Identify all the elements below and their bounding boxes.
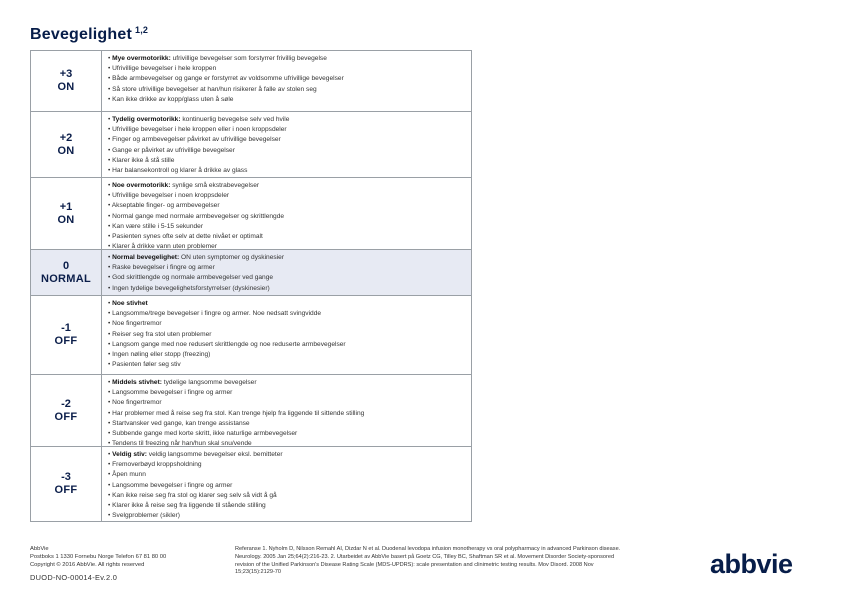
scale-level-cell [31,178,102,249]
bullet-heading: Mye overmotorikk: [112,55,171,62]
description-bullet: • Ufrivillige bevegelser i hele kroppen [108,65,217,73]
bullet-text: Så store ufrivillige bevegelser at han/hun risikerer å falle av stolen seg [112,85,317,93]
bullet-text: Akseptable finger- og armbevegelser [111,202,220,210]
scale-level-number: -3 [61,471,71,483]
scale-level-state: ON [57,213,75,226]
description-bullet: • Mye overmotorikk: ufrivillige bevegelser som forstyrrer frivillig bevegelse [108,55,327,62]
scale-row [31,178,471,250]
description-bullet: • Ingen tydelige bevegelighetsforstyrrelser (dyskinesier) [108,284,270,292]
description-bullet: • Ufrivillige bevegelser i noen kroppsdeler [108,192,230,200]
scale-row [31,296,471,375]
bullet-text: Subbende gange med korte skritt, ikke naturlige armbevegelser [112,430,298,438]
bullet-text: Svelgproblemer (sikler) [112,512,180,520]
bullet-heading: Normal bevegelighet: [112,254,180,261]
description-bullet: • Akseptable finger- og armbevegelser [108,202,220,210]
description-bullet: • Så store ufrivillige bevegelser at han/hun risikerer å falle av stolen seg [108,85,317,93]
page-title: Bevegelighet $^{1,2}$ [30,25,149,43]
bullet-text: tydelige langsomme bevegelser [161,379,257,386]
scale-level-cell [31,250,102,295]
scale-level-number: +2 [59,131,73,144]
bullet-text: Ufrivillige bevegelser i hele kroppen eller i noen kroppsdeler [112,126,287,134]
bullet-text: kontinuerlig bevegelse selv ved hvile [180,116,290,123]
bullet-heading: Noe stivhet [112,300,148,307]
bullet-text: Finger og armbevegelser påvirket av ufrivillige bevegelser [112,136,281,144]
bullet-text: veldig langsomme bevegelser eksl. bemitteter [146,451,283,458]
scale-level-number: 0 [62,259,70,272]
bullet-text: Klarer ikke å stå stille [112,156,175,164]
scale-row [31,250,471,296]
description-bullet: • Pasienten synes ofte selv at dette nivået er optimalt [108,233,263,241]
description-bullet: • Svelgproblemer (sikler) [108,512,180,520]
scale-level-cell [31,112,102,177]
scale-level-state: OFF [54,335,78,347]
bullet-text: Ingen tydelige bevegelighetsforstyrrelser (dyskinesier) [112,284,270,292]
bullet-heading: Middels stivhet: [112,379,162,386]
mobility-scale-table [30,50,472,522]
scale-level-state: OFF [54,410,78,423]
description-bullet: • Noe stivhet [108,300,148,307]
description-bullet: • Noe fingertremor [108,399,162,407]
description-bullet: • Langsomme/trege bevegelser i fingre og armer. Noe nedsatt svingvidde [108,310,322,318]
bullet-text: Klarer ikke å reise seg fra liggende til stående stilling [112,502,266,510]
bullet-text: Ufrivillige bevegelser i hele kroppen [112,65,217,73]
bullet-text: Langsom gange med noe redusert skrittlengde og noe reduserte armbevegelser [112,340,346,348]
bullet-text: Ufrivillige bevegelser i noen kroppsdeler [112,192,230,200]
description-bullet: • God skrittlengde og normale armbevegelser ved gange [108,274,274,282]
scale-level-state: ON [57,144,75,157]
document-id: DUOD-NO-00014-Ev.2.0 [30,573,118,582]
description-bullet: • Reiser seg fra stol uten problemer [108,330,212,338]
description-bullet: • Klarer å drikke vann uten problemer [108,243,217,251]
bullet-text: Åpen munn [112,471,146,479]
scale-description-cell [102,250,471,295]
scale-level-number: +1 [59,200,73,213]
bullet-text: Kan være stille i 5-15 sekunder [112,222,204,230]
description-bullet: • Startvansker ved gange, kan trenge assistanse [108,419,250,427]
description-bullet: • Klarer ikke å reise seg fra liggende til stående stilling [108,502,266,510]
bullet-text: God skrittlengde og normale armbevegelser ved gange [112,274,274,282]
bullet-text: Langsomme/trege bevegelser i fingre og armer. Noe nedsatt svingvidde [112,310,322,318]
scale-level-state: OFF [54,484,78,496]
abbvie-logo: abbvie [710,549,793,579]
bullet-text: Reiser seg fra stol uten problemer [112,330,212,338]
scale-level-number: +3 [59,68,73,80]
reference-text: Referanse 1. Nyholm D, Nilsson Remahl AI, Dizdar N et al. Duodenal levodopa infusion monotherapy vs oral polypharmacy in advanced Parkinson disease. Neurology. 2005 Jan 25;64(2):216-23. 2. Utarbeidet av AbbVie basert på Goetz CG, Tilley BC, Shaftman SR et al. Movement Disorder Society-sponsored revision of the Unified Parkinson's Disease Rating Scale (MDS-UPDRS): scale presentation and clinimetric testing results. Mov Disord. 2008 Nov 15;23(15):2129-70 [235,546,621,576]
bullet-text: Har balansekontroll og klarer å drikke av glass [112,167,248,175]
description-bullet: • Raske bevegelser i fingre og armer [108,264,215,272]
bullet-text: Fremoverbøyd kroppsholdning [112,461,202,469]
description-bullet: • Fremoverbøyd kroppsholdning [108,461,202,469]
bullet-text: Noe fingertremor [112,399,162,407]
scale-level-cell [31,296,102,374]
bullet-text: Pasienten føler seg stiv [112,361,181,369]
bullet-text: Både armbevegelser og gange er forstyrret av voldsomme ufrivillige bevegelser [112,75,344,83]
bullet-heading: Tydelig overmotorikk: [112,116,181,123]
scale-row [31,375,471,447]
footer-address: Postboks 1 1330 Fornebu Norge Telefon 67 81 80 00 [30,553,167,560]
scale-level-number: -1 [61,322,71,334]
scale-level-state: NORMAL [40,272,92,285]
description-bullet: • Ufrivillige bevegelser i hele kroppen eller i noen kroppsdeler [108,126,287,134]
scale-description-cell [102,51,471,111]
scale-row [31,447,471,521]
bullet-text: ON uten symptomer og dyskinesier [179,254,285,261]
description-bullet: • Langsomme bevegelser i fingre og armer [108,481,233,489]
description-bullet: • Kan være stille i 5-15 sekunder [108,222,204,230]
description-bullet: • Langsomme bevegelser i fingre og armer [108,389,233,397]
bullet-text: Klarer å drikke vann uten problemer [112,243,217,251]
footer-copyright: Copyright © 2016 AbbVie. All rights reserved [30,561,145,568]
description-bullet: • Både armbevegelser og gange er forstyrret av voldsomme ufrivillige bevegelser [108,75,344,83]
description-bullet: • Noe fingertremor [108,320,162,328]
bullet-text: Har problemer med å reise seg fra stol. Kan trenge hjelp fra liggende til sittende stilling [112,409,365,417]
scale-level-number: -2 [61,397,71,410]
bullet-text: Kan ikke drikke av kopp/glass uten å søle [112,95,234,103]
scale-row [31,112,471,178]
bullet-text: Langsomme bevegelser i fingre og armer [112,389,233,397]
description-bullet: • Klarer ikke å stå stille [108,156,175,164]
description-bullet: • Subbende gange med korte skritt, ikke naturlige armbevegelser [108,430,298,438]
footer-company: AbbVie [30,546,49,552]
scale-description-cell [102,296,471,374]
bullet-text: Raske bevegelser i fingre og armer [112,264,215,272]
description-bullet: • Finger og armbevegelser påvirket av ufrivillige bevegelser [108,136,281,144]
description-bullet: • Kan ikke drikke av kopp/glass uten å søle [108,95,234,103]
description-bullet: • Åpen munn [108,471,146,479]
scale-description-cell [102,375,471,446]
footer-company-info [30,546,166,569]
bullet-text: ufrivillige bevegelser som forstyrrer frivillig bevegelse [170,55,327,62]
scale-level-cell [31,375,102,446]
bullet-text: Langsomme bevegelser i fingre og armer [112,481,233,489]
bullet-heading: Veldig stiv: [112,451,147,458]
scale-description-cell [102,447,471,521]
bullet-text: Gange er påvirket av ufrivillige bevegelser [112,146,235,154]
bullet-text: Kan ikke reise seg fra stol og klarer seg selv så vidt å gå [112,491,277,499]
bullet-text: Tendens til freezing når han/hun skal snu/vende [112,440,252,448]
bullet-heading: Noe overmotorikk: [112,182,171,189]
description-bullet: • Ingen nøling eller stopp (freezing) [108,351,211,359]
scale-level-cell [31,447,102,521]
description-bullet: • Normal bevegelighet: ON uten symptomer og dyskinesier [108,254,285,261]
description-bullet: • Tydelig overmotorikk: kontinuerlig bevegelse selv ved hvile [108,116,290,123]
description-bullet: • Kan ikke reise seg fra stol og klarer seg selv så vidt å gå [108,491,277,499]
scale-level-state: ON [57,81,75,93]
scale-description-cell [102,112,471,177]
description-bullet: • Gange er påvirket av ufrivillige bevegelser [108,146,235,154]
bullet-text: synlige små ekstrabevegelser [170,182,260,189]
bullet-text: Normal gange med normale armbevegelser og skrittlengde [112,212,285,220]
description-bullet: • Normal gange med normale armbevegelser og skrittlengde [108,212,285,220]
description-bullet: • Noe overmotorikk: synlige små ekstrabevegelser [108,182,260,189]
bullet-text: Ingen nøling eller stopp (freezing) [112,351,211,359]
scale-description-cell [102,178,471,249]
description-bullet: • Pasienten føler seg stiv [108,361,181,369]
description-bullet: • Langsom gange med noe redusert skrittlengde og noe reduserte armbevegelser [108,340,346,348]
scale-row [31,51,471,112]
description-bullet: • Har balansekontroll og klarer å drikke av glass [108,167,248,175]
description-bullet: • Tendens til freezing når han/hun skal snu/vende [108,440,252,448]
bullet-text: Pasienten synes ofte selv at dette nivået er optimalt [112,233,263,241]
description-bullet: • Veldig stiv: veldig langsomme bevegelser eksl. bemitteter [108,451,283,458]
bullet-text: Startvansker ved gange, kan trenge assistanse [112,419,250,427]
description-bullet: • Middels stivhet: tydelige langsomme bevegelser [108,379,257,386]
bullet-text: Noe fingertremor [112,320,162,328]
scale-level-cell [31,51,102,111]
title-superscript: 1,2 [135,25,149,35]
description-bullet: • Har problemer med å reise seg fra stol. Kan trenge hjelp fra liggende til sittende stilling [108,409,365,417]
